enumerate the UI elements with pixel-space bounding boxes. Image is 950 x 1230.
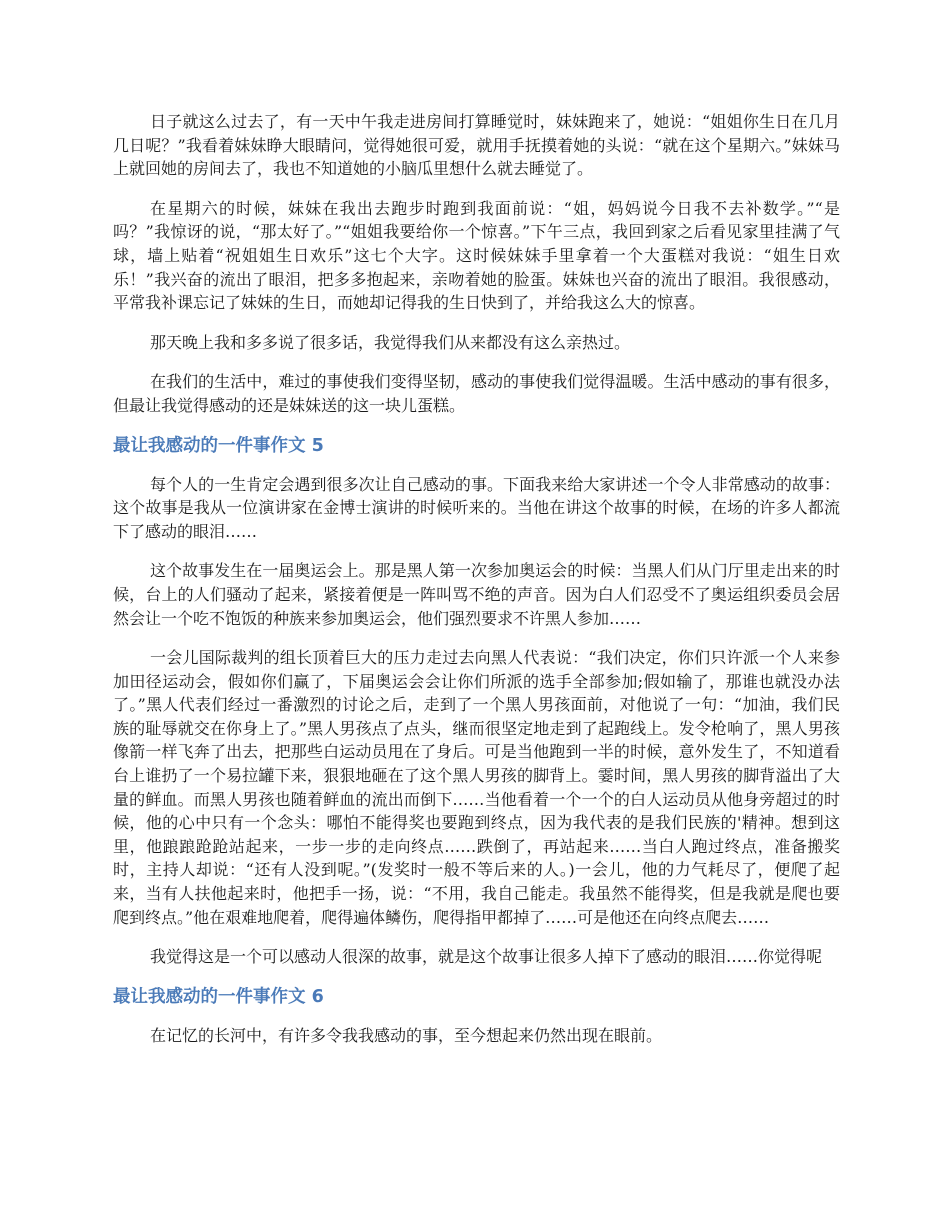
paragraph: 我觉得这是一个可以感动人很深的故事，就是这个故事让很多人掉下了感动的眼泪……你觉得呢	[150, 947, 823, 967]
paragraph: 一会儿国际裁判的组长顶着巨大的压力走过去向黑人代表说：“我们决定，你们只许派一个人来参加田径运动会，假如你们赢了，下届奥运会会让你们所派的选手全部参加;假如输了，那谁也就没办法了。”黑人代表们经过一番激烈的讨论之后，走到了一个黑人男孩面前，对他说了一句：“加油，我们民族的耻辱就交在你身上了。”黑人男孩点了点头，继而很坚定地走到了起跑线上。发令枪响了，黑人男孩像箭一样飞奔了出去，把那些白运动员甩在了身后。可是当他跑到一半的时候，意外发生了，不知道看台上谁扔了一个易拉罐下来，狠狠地砸在了这个黑人男孩的脚背上。霎时间，黑人男孩的脚背溢出了大量的鲜血。而黑人男孩也随着鲜血的流出而倒下……当他看着一个一个的白人运动员从他身旁超过的时候，他的心中只有一个念头：哪怕不能得奖也要跑到终点，因为我代表的是我们民族的'精神。想到这里，他踉踉跄跄站起来，一步一步的走向终点……跌倒了，再站起来……当白人跑过终点，准备搬奖时，主持人却说：“还有人没到呢。”(发奖时一般不等后来的人。)一会儿，他的力气耗尽了，便爬了起来，当有人扶他起来时，他把手一扬，说：“不用，我自己能走。我虽然不能得奖，但是我就是爬也要爬到终点。”他在艰难地爬着，爬得遍体鳞伤，爬得指甲都掉了……可是他还在向终点爬去……	[113, 648, 840, 927]
section-essay-6	[113, 985, 840, 1048]
paragraph: 那天晚上我和多多说了很多话，我觉得我们从来都没有这么亲热过。	[150, 332, 631, 352]
document-page	[113, 110, 840, 1063]
paragraph: 在我们的生活中，难过的事使我们变得坚韧，感动的事使我们觉得温暖。生活中感动的事有很多，但最让我觉得感动的还是妹妹送的这一块儿蛋糕。	[113, 372, 840, 415]
paragraph: 在记忆的长河中，有许多令我我感动的事，至今想起来仍然出现在眼前。	[150, 1025, 663, 1045]
section-essay-5	[113, 434, 840, 969]
section-heading: 最让我感动的一件事作文 6	[113, 986, 324, 1007]
paragraph: 日子就这么过去了，有一天中午我走进房间打算睡觉时，妹妹跑来了，她说：“姐姐你生日在几月几日呢？”我看着妹妹睁大眼睛问，觉得她很可爱，就用手抚摸着她的头说：“就在这个星期六。”妹妹马上就回她的房间去了，我也不知道她的小脑瓜里想什么就去睡觉了。	[113, 112, 840, 179]
paragraph: 每个人的一生肯定会遇到很多次让自己感动的事。下面我来给大家讲述一个令人非常感动的故事：这个故事是我从一位演讲家在金博士演讲的时候听来的。当他在讲这个故事的时候，在场的许多人都流下了感动的眼泪……	[113, 474, 840, 541]
section-heading: 最让我感动的一件事作文 5	[113, 435, 324, 456]
paragraph: 这个故事发生在一届奥运会上。那是黑人第一次参加奥运会的时候：当黑人们从门厅里走出来的时候，台上的人们骚动了起来，紧接着便是一阵叫骂不绝的声音。因为白人们忍受不了奥运组织委员会居然会让一个吃不饱饭的种族来参加奥运会，他们强烈要求不许黑人参加……	[113, 561, 840, 628]
section-intro	[113, 110, 840, 418]
paragraph: 在星期六的时候，妹妹在我出去跑步时跑到我面前说：“姐，妈妈说今日我不去补数学。”“是吗？”我惊讶的说，“那太好了。”“姐姐我要给你一个惊喜。”下午三点，我回到家之后看见家里挂满了气球，墙上贴着“祝姐姐生日欢乐”这七个大字。这时候妹妹手里拿着一个大蛋糕对我说：“姐生日欢乐！”我兴奋的流出了眼泪，把多多抱起来，亲吻着她的脸蛋。妹妹也兴奋的流出了眼泪。我很感动，平常我补课忘记了妹妹的生日，而她却记得我的生日快到了，并给我这么大的惊喜。	[113, 198, 840, 313]
